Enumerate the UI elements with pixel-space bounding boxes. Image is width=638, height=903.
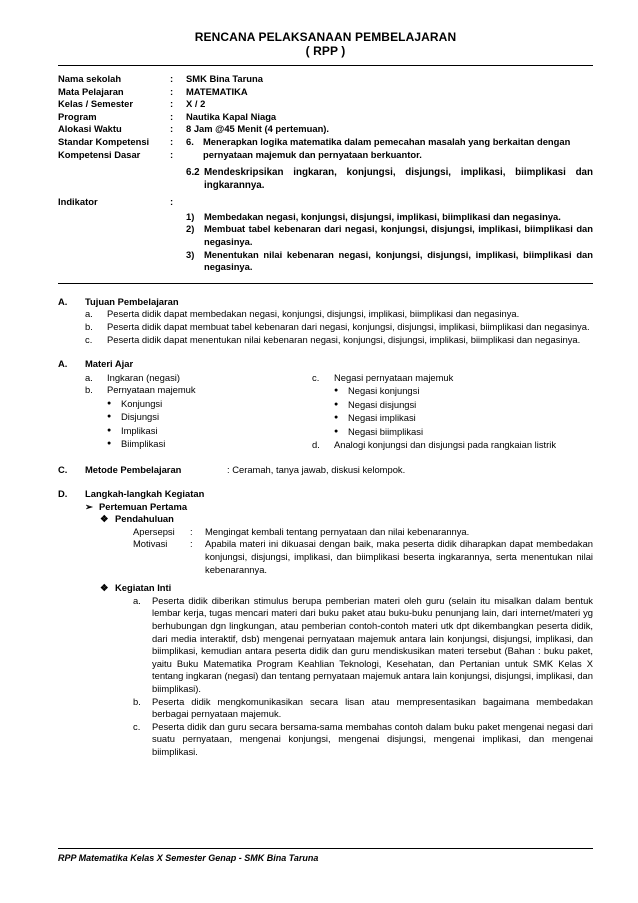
item-number: b. [85,320,93,332]
item-number: b. [85,384,93,396]
sk-text: Menerapkan logika matematika dalam pemecahan masalah yang berkaitan dengan [203,135,571,147]
method-row [58,464,593,477]
kd-number: 6.2 [186,167,200,179]
indikator-item [186,223,593,248]
pendahuluan-title: Pendahuluan [115,513,174,525]
bullet-text: Negasi biimplikasi [348,425,424,437]
bullet-text: Negasi implikasi [348,412,416,424]
kd-row [58,149,593,162]
bullet-icon: ● [334,427,339,435]
item-text: Ingkaran (negasi) [107,371,180,383]
item-text: Peserta didik mengkomunikasikan secara lisan atau mempresentasikan bagaimana membedakan berbagai pernyataan majemuk. [152,695,593,720]
info-value: 8 Jam @45 Menit (4 pertemuan). [186,123,330,135]
title-line-2: ( RPP ) [305,44,346,58]
bullet-item [107,397,312,410]
kv-value: Mengingat kembali tentang pernyataan dan nilai kebenarannya. [205,525,470,537]
item-number: c. [312,371,320,383]
list-item [85,321,593,334]
section-title: Langkah-langkah Kegiatan [85,488,205,500]
info-label: Alokasi Waktu [58,123,122,135]
bullet-icon: ● [334,387,339,395]
info-value: Nautika Kapal Niaga [186,110,277,122]
info-row [58,111,593,124]
item-text: Peserta didik dapat menentukan nilai kebenaran negasi, konjungsi, disjungsi, implikasi, biimplikasi dan negasinya. [107,333,581,345]
info-label: Program [58,110,97,122]
kv-key: Motivasi [133,538,168,550]
item-number: b. [133,695,141,707]
bullet-item [334,411,593,424]
bullet-item [334,384,593,397]
rpp-page [58,30,593,759]
kd-text: Mendeskripsikan ingkaran, konjungsi, disjungsi, implikasi, biimplikasi dan ingkarannya. [204,167,593,192]
item-text: Peserta didik diberikan stimulus berupa pemberian materi oleh guru (selain itu misalkan dalam bentuk lembar kerja, tugas mencari materi dari buku paket atau buku-buku penunjang lain, dari internet/materi yg berhubungan dgn lingkungan, atau pemberian contoh-contoh materi utk dpt dikembangkan peserta didik, dari media interaktif, dsb) mengenai pernyataan majemuk antara lain konjungsi, disjungsi, implikasi, dan biimplikasi, kemudian antara peserta didik dan guru mendiskusikan materi tersebut (Bahan : buku paket, yaitu Buku Matematika Program Keahlian Teknologi, Kesehatan, dan Pertanian untuk SMK Kelas X tentang ingkaran (negasi) dan tentang pernyataan majemuk antara lain konjungsi, disjungsi, implikasi, dan biimplikasi). [152,594,593,694]
inti-heading [100,582,593,595]
bullet-text: Negasi disjungsi [348,398,417,410]
list-item [85,384,312,397]
sk-number: 6. [186,135,194,147]
motivasi-row [133,538,593,576]
pertemuan-title: Pertemuan Pertama [99,500,188,512]
bullet-item [107,437,312,450]
sk-text-continued: pernyataan majemuk dan pernyataan berkuantor. [203,148,422,160]
bullet-icon: ● [334,400,339,408]
section-heading [58,296,593,309]
sk-label: Standar Kompetensi [58,135,150,147]
pendahuluan-heading [100,513,593,526]
page-footer: RPP Matematika Kelas X Semester Genap - SMK Bina Taruna [58,848,593,865]
bullet-item [334,425,593,438]
section-tujuan [58,296,593,346]
list-item [312,372,593,385]
kd-label: Kompetensi Dasar [58,148,141,160]
bullet-text: Disjungsi [121,411,160,423]
inti-list [133,595,593,759]
kv-value: Apabila materi ini dikuasai dengan baik, maka peserta didik diharapkan dapat membedakan konjungsi, disjungsi, implikasi, dan biimplikasi beserta ingkarannya, serta menentukan nilai kebenarannya. [205,538,593,575]
bullet-item [107,410,312,423]
bullet-icon: ● [107,440,112,448]
item-number: d. [312,438,320,450]
list-item [85,334,593,347]
info-value: SMK Bina Taruna [186,73,263,84]
section-langkah [58,488,593,758]
list-item [85,308,593,321]
info-colon: : [170,123,174,135]
section-metode [58,464,593,477]
indikator-list [186,211,593,274]
list-item [133,595,593,696]
info-row [58,98,593,111]
bullet-icon: ● [334,414,339,422]
indikator-label: Indikator [58,196,98,208]
list-item [312,439,593,452]
info-rule [58,283,593,284]
section-heading [58,358,593,371]
identity-table [58,73,593,274]
title-line-1: RENCANA PELAKSANAAN PEMBELAJARAN [194,30,457,44]
section-title: Tujuan Pembelajaran [85,295,179,307]
kd-colon: : [170,148,174,160]
item-text: Membedakan negasi, konjungsi, disjungsi, implikasi, biimplikasi dan negasinya. [204,210,561,222]
section-letter: D. [58,488,68,500]
section-letter: C. [58,463,68,475]
item-number: c. [133,720,141,732]
info-label: Mata Pelajaran [58,85,124,97]
bullet-icon: ● [107,399,112,407]
bullet-text: Negasi konjungsi [348,385,420,397]
section-title: Metode Pembelajaran [85,463,182,475]
info-row [58,86,593,99]
item-text: Menentukan nilai kebenaran negasi, konjungsi, disjungsi, implikasi, biimplikasi dan negasinya. [204,248,593,273]
title-rule [58,65,593,66]
kv-colon: : [190,538,193,550]
item-text: Peserta didik dan guru secara bersama-sama membahas contoh dalam buku paket mengenai negasi dari suatu pernyataan, mengenai konjungsi, mengenai disjungsi, mengenai implikasi, dan mengenai biimplikasi. [152,720,593,757]
indikator-item [186,249,593,274]
list-item [85,372,312,385]
bullet-text: Konjungsi [121,397,163,409]
list-item [133,721,593,759]
sk-colon: : [170,135,174,147]
info-colon: : [170,110,174,122]
section-heading [58,488,593,501]
item-text: Analogi konjungsi dan disjungsi pada rangkaian listrik [334,438,557,450]
apersepsi-row [133,526,593,539]
bullet-text: Implikasi [121,424,158,436]
inti-title: Kegiatan Inti [115,582,172,594]
section-materi [58,358,593,451]
info-value: X / 2 [186,98,206,110]
item-number: c. [85,333,93,345]
bullet-text: Biimplikasi [121,438,166,450]
info-label: Kelas / Semester [58,98,134,110]
kd-item [186,166,593,192]
section-title: Materi Ajar [85,358,134,370]
item-text: Membuat tabel kebenaran dari negasi, konjungsi, disjungsi, implikasi, biimplikasi dan negasinya. [204,223,593,247]
info-value: MATEMATIKA [186,85,248,97]
arrow-bullet-icon: ➢ [85,500,93,512]
bullet-item [334,398,593,411]
item-text: Peserta didik dapat membedakan negasi, konjungsi, disjungsi, implikasi, biimplikasi dan negasinya. [107,308,520,320]
diamond-bullet-icon: ❖ [100,513,109,525]
indikator-colon: : [170,196,174,208]
item-text: Peserta didik dapat membuat tabel kebenaran dari negasi, konjungsi, disjungsi, implikasi, biimplikasi dan negasinya. [107,320,590,332]
item-text: Negasi pernyataan majemuk [334,371,454,383]
bullet-icon: ● [107,413,112,421]
item-number: a. [133,594,141,606]
item-number: a. [85,371,93,383]
bullet-icon: ● [107,426,112,434]
info-colon: : [170,85,174,97]
item-number: a. [85,308,93,320]
kv-colon: : [190,525,193,537]
kv-key: Apersepsi [133,525,175,537]
info-row [58,123,593,136]
info-colon: : [170,98,174,110]
item-number: 1) [186,210,195,222]
item-number: 2) [186,223,195,235]
list-item [133,696,593,721]
item-text: Pernyataan majemuk [107,384,196,396]
bullet-item [107,424,312,437]
doc-title [58,30,593,58]
pertemuan-heading [85,501,593,514]
info-row [58,73,593,86]
indikator-item [186,211,593,224]
method-value: : Ceramah, tanya jawab, diskusi kelompok. [227,463,406,475]
item-number: 3) [186,248,195,260]
section-letter: A. [58,295,68,307]
sk-row [58,136,593,149]
diamond-bullet-icon: ❖ [100,582,109,594]
info-colon: : [170,73,174,84]
indikator-row [58,196,593,209]
section-letter: A. [58,358,68,370]
info-label: Nama sekolah [58,73,122,84]
